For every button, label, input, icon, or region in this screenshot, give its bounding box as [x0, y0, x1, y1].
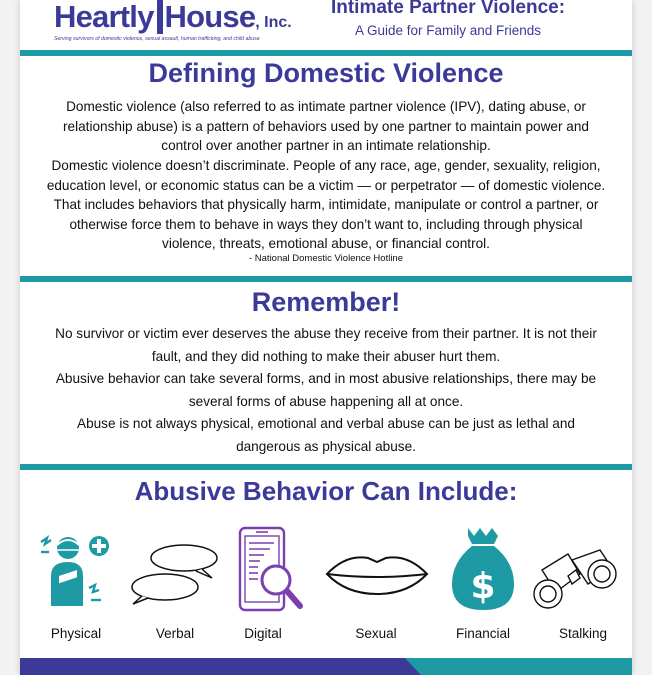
logo-bar	[157, 0, 163, 34]
speech-bubbles-icon	[128, 542, 220, 606]
behavior-label-physical: Physical	[50, 626, 102, 641]
logo-tagline: Serving survivors of domestic violence, sexual assault, human trafficking, and child abuse	[54, 36, 260, 42]
document-title: Intimate Partner Violence:	[330, 0, 566, 18]
definition-paragraph-1: Domestic violence (also referred to as intimate partner violence (IPV), dating abuse, or relationship abuse) is a pattern of behaviors used by one partner to maintain power and control over another partner in an intimate relationship.	[63, 99, 589, 154]
divider-rule	[20, 276, 632, 282]
behaviors-heading: Abusive Behavior Can Include:	[134, 476, 518, 506]
remember-paragraph-3: Abuse is not always physical, emotional and verbal abuse can be just as lethal and dangerous as physical abuse.	[77, 416, 575, 454]
header	[20, 0, 632, 50]
definition-source: - National Domestic Violence Hotline	[248, 253, 403, 264]
behavior-label-financial: Financial	[455, 626, 511, 641]
divider-rule	[20, 50, 632, 56]
money-bag-icon	[448, 522, 518, 614]
document-subtitle: A Guide for Family and Friends	[354, 23, 542, 38]
flyer-page	[20, 0, 632, 675]
definition-paragraph-2: Domestic violence doesn’t discriminate. People of any race, age, gender, sexuality, religion, education level, or economic status can be a victim — or perpetrator — of domestic violence. That includes behaviors that physically harm, intimidate, manipulate or control a partner, or otherwise force them to behave in ways they don’t want to, including through physical violence, threats, emotional abuse, or financial control.	[46, 158, 606, 252]
remember-paragraph-1: No survivor or victim ever deserves the abuse they receive from their partner. It is not their fault, and they did nothing to make their abuser hurt them.	[55, 326, 597, 364]
behavior-label-verbal: Verbal	[155, 626, 195, 641]
logo	[54, 0, 292, 40]
remember-paragraph-2: Abusive behavior can take several forms, and in most abusive relationships, there may be several forms of abuse happening all at once.	[55, 371, 597, 409]
phone-search-icon	[236, 526, 306, 614]
logo-name-first: Heartly	[54, 0, 154, 34]
footer-band-teal	[405, 658, 632, 675]
lips-icon	[324, 550, 430, 598]
behavior-label-sexual: Sexual	[355, 626, 397, 641]
binoculars-icon	[528, 548, 620, 614]
behavior-label-stalking: Stalking	[558, 626, 608, 641]
definition-heading: Defining Domestic Violence	[148, 58, 504, 88]
injured-person-icon	[37, 530, 113, 610]
divider-rule	[20, 464, 632, 470]
logo-name-second: House	[164, 0, 256, 34]
remember-heading: Remember!	[251, 287, 401, 317]
svg-text:$: $	[470, 566, 496, 607]
behavior-label-digital: Digital	[244, 626, 282, 641]
logo-inc: , Inc.	[255, 14, 292, 31]
